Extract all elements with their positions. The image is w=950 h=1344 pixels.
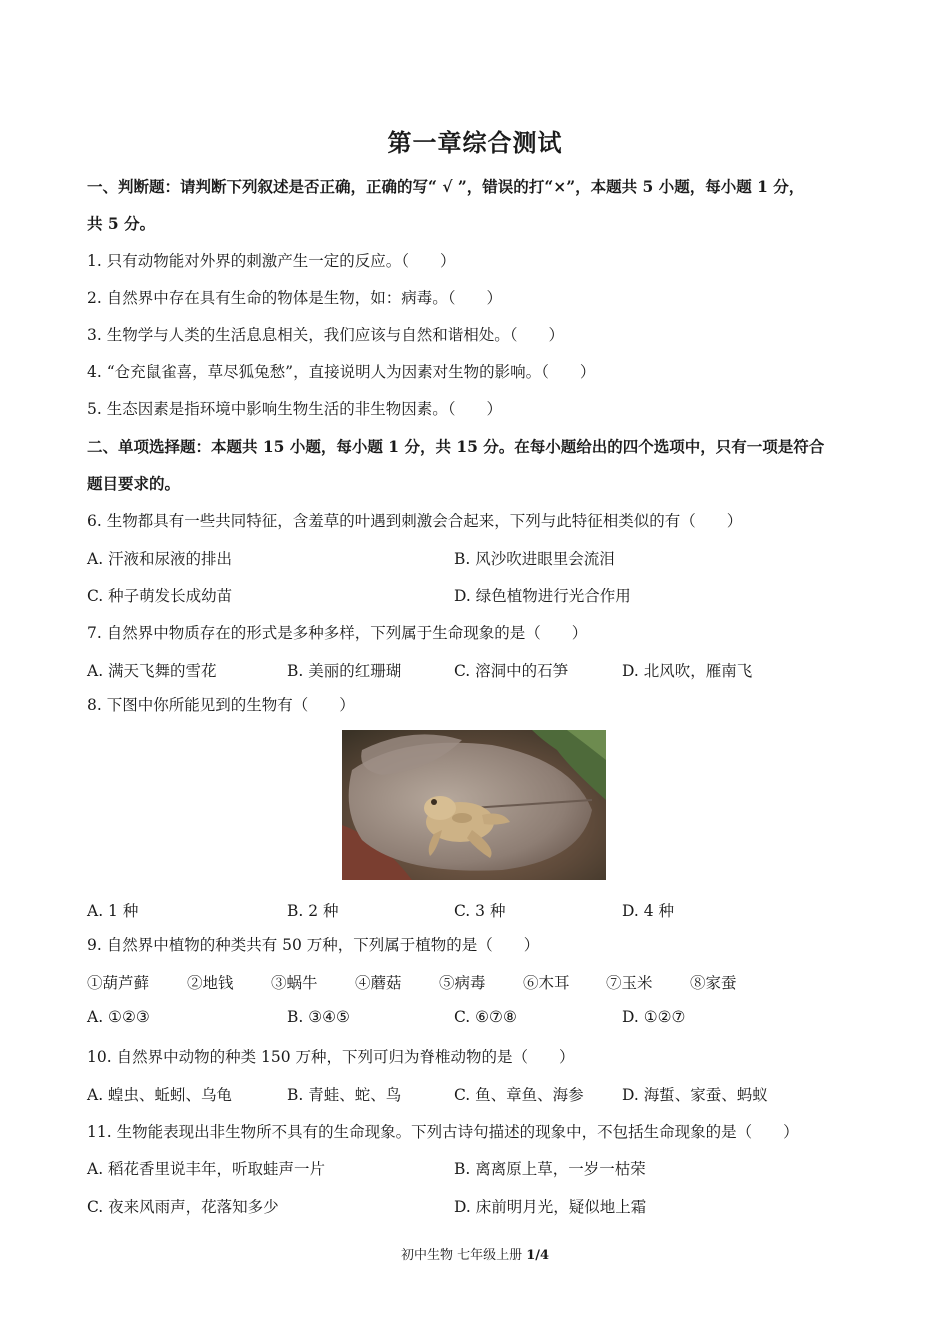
question-7-option-a: A. 满天飞舞的雪花 — [87, 662, 217, 680]
question-6-option-d: D. 绿色植物进行光合作用 — [454, 587, 631, 605]
question-6-option-b: B. 风沙吹进眼里会流泪 — [454, 550, 615, 568]
frog-on-lily-pad-photo — [342, 730, 606, 880]
question-11-stem: 11. 生物能表现出非生物所不具有的生命现象。下列古诗句描述的现象中，不包括生命现象的是（ ） — [87, 1123, 799, 1141]
question-6-option-c: C. 种子萌发长成幼苗 — [87, 587, 233, 605]
question-10-option-c: C. 鱼、章鱼、海参 — [454, 1086, 584, 1104]
question-7-option-c: C. 溶洞中的石笋 — [454, 662, 569, 680]
question-10-option-a: A. 蝗虫、蚯蚓、乌龟 — [87, 1086, 233, 1104]
question-7-stem: 7. 自然界中物质存在的形式是多种多样，下列属于生命现象的是（ ） — [87, 624, 588, 642]
section1-header-cont: 共 5 分。 — [87, 214, 156, 233]
page-title: 第一章综合测试 — [387, 128, 563, 157]
question-9-stem: 9. 自然界中植物的种类共有 50 万种，下列属于植物的是（ ） — [87, 936, 540, 954]
question-4: 4. “仓充鼠雀喜，草尽狐兔愁”，直接说明人为因素对生物的影响。（ ） — [87, 363, 596, 381]
question-10-option-b: B. 青蛙、蛇、鸟 — [287, 1086, 402, 1104]
question-5: 5. 生态因素是指环境中影响生物生活的非生物因素。（ ） — [87, 400, 502, 418]
question-8-option-a: A. 1 种 — [87, 902, 139, 920]
question-8-option-c: C. 3 种 — [454, 902, 506, 920]
page-footer — [0, 1244, 950, 1263]
question-7-option-b: B. 美丽的红珊瑚 — [287, 662, 402, 680]
question-1: 1. 只有动物能对外界的刺激产生一定的反应。（ ） — [87, 252, 456, 270]
question-9-option-a: A. ①②③ — [87, 1008, 150, 1026]
question-2: 2. 自然界中存在具有生命的物体是生物，如：病毒。（ ） — [87, 289, 502, 307]
page-number: 1/4 — [526, 1248, 550, 1263]
question-9-option-d: D. ①②⑦ — [622, 1008, 686, 1026]
question-9-item: ④蘑菇 — [355, 974, 402, 992]
question-9-option-c: C. ⑥⑦⑧ — [454, 1008, 517, 1026]
question-8-stem: 8. 下图中你所能见到的生物有（ ） — [87, 696, 355, 714]
question-9-item: ⑤病毒 — [439, 974, 486, 992]
question-9-item: ⑥木耳 — [523, 974, 570, 992]
question-9-item: ②地钱 — [187, 974, 234, 992]
section2-header: 二、单项选择题：本题共 15 小题，每小题 1 分，共 15 分。在每小题给出的四个选项中，只有一项是符合 — [87, 437, 825, 456]
question-11-option-d: D. 床前明月光，疑似地上霜 — [454, 1198, 647, 1216]
footer-subject: 初中生物 七年级上册 — [400, 1248, 523, 1263]
question-9-item: ⑦玉米 — [606, 974, 653, 992]
question-11-option-b: B. 离离原上草，一岁一枯荣 — [454, 1160, 646, 1178]
question-9-item: ③蜗牛 — [271, 974, 318, 992]
question-6-option-a: A. 汗液和尿液的排出 — [87, 550, 233, 568]
question-6-stem: 6. 生物都具有一些共同特征，含羞草的叶遇到刺激会合起来，下列与此特征相类似的有（ ） — [87, 512, 743, 530]
question-11-option-a: A. 稻花香里说丰年，听取蛙声一片 — [87, 1160, 326, 1178]
section2-header-cont: 题目要求的。 — [87, 474, 181, 493]
question-9-option-b: B. ③④⑤ — [287, 1008, 350, 1026]
question-10-stem: 10. 自然界中动物的种类 150 万种，下列可归为脊椎动物的是（ ） — [87, 1048, 575, 1066]
question-8-option-b: B. 2 种 — [287, 902, 339, 920]
question-3: 3. 生物学与人类的生活息息相关，我们应该与自然和谐相处。（ ） — [87, 326, 564, 344]
section1-header: 一、判断题：请判断下列叙述是否正确，正确的写“ √ ”，错误的打“×”，本题共 5 小题，每小题 1 分， — [87, 177, 805, 196]
question-8-option-d: D. 4 种 — [622, 902, 675, 920]
question-9-item: ⑧家蚕 — [690, 974, 737, 992]
question-11-option-c: C. 夜来风雨声，花落知多少 — [87, 1198, 279, 1216]
question-7-option-d: D. 北风吹，雁南飞 — [622, 662, 753, 680]
question-9-item: ①葫芦藓 — [87, 974, 150, 992]
question-10-option-d: D. 海蜇、家蚕、蚂蚁 — [622, 1086, 768, 1104]
